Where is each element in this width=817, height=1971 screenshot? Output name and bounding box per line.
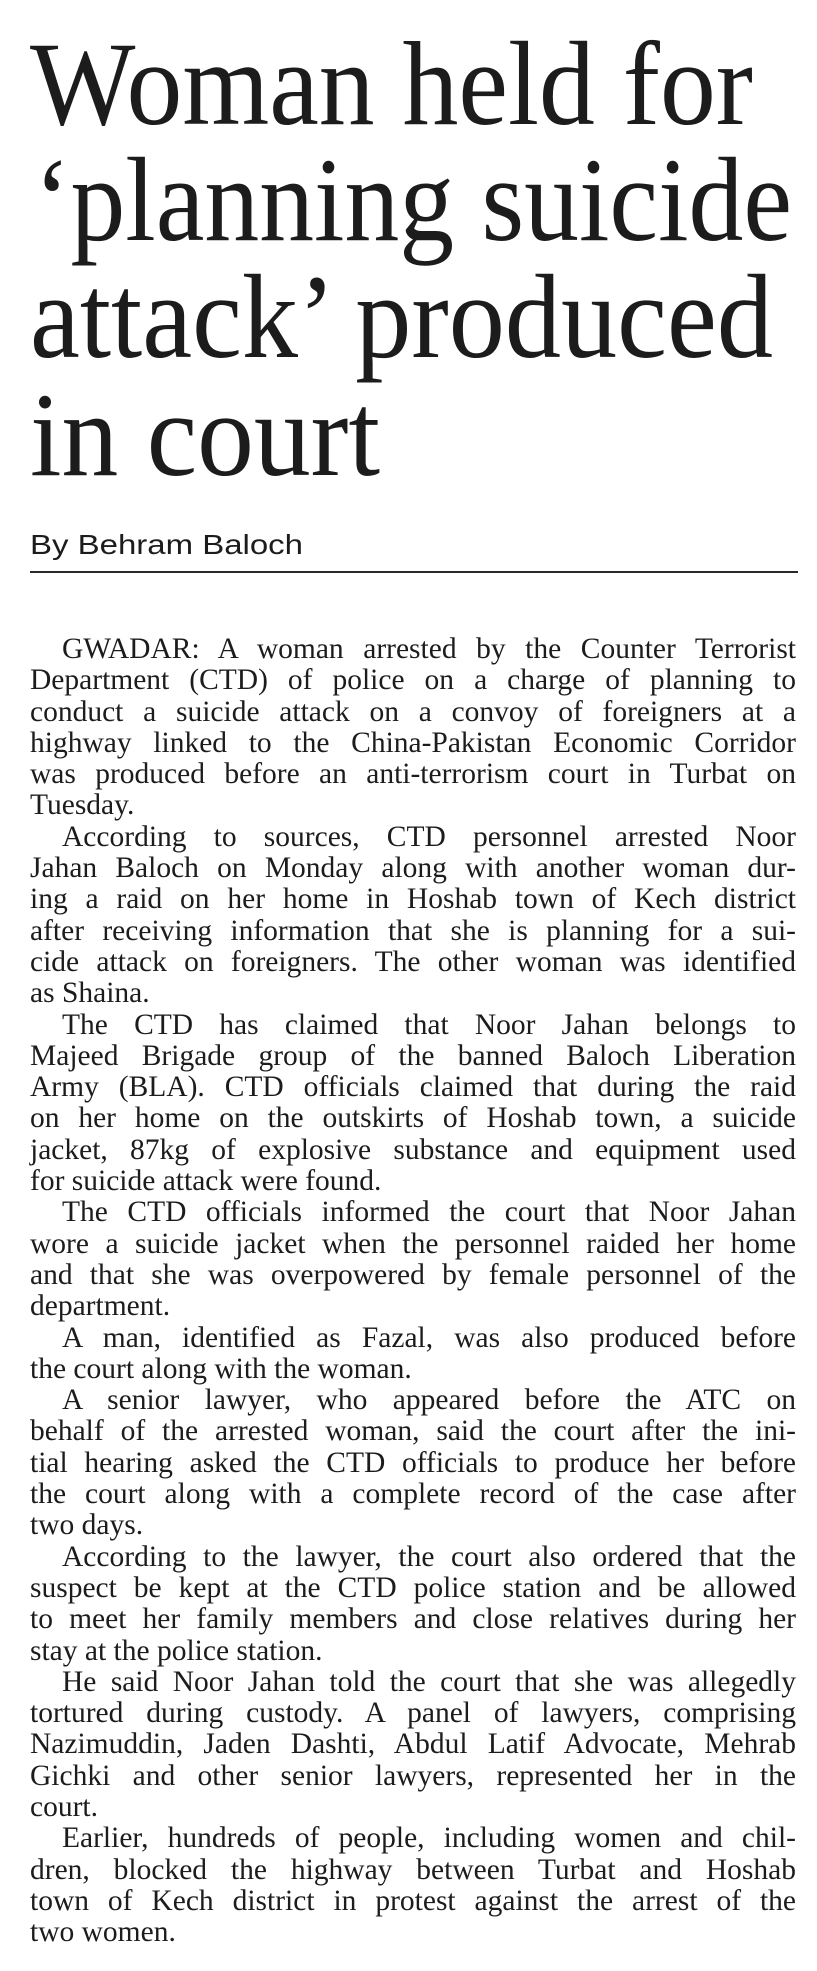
article-paragraph xyxy=(30,1323,796,1386)
article-paragraph xyxy=(30,1385,796,1541)
paragraph-line: According to the lawyer, the court also ordered that the xyxy=(62,1540,796,1573)
paragraph-line: town of Kech district in protest against the arrest of the xyxy=(30,1884,796,1917)
paragraph-line: two women. xyxy=(30,1916,176,1949)
paragraph-line: department. xyxy=(30,1290,171,1323)
paragraph-line: stay at the police station. xyxy=(30,1634,323,1667)
paragraph-line: GWADAR: A woman arrested by the Counter Terrorist xyxy=(62,633,796,665)
paragraph-line: A senior lawyer, who appeared before the ATC on xyxy=(62,1384,796,1417)
paragraph-line: The CTD officials informed the court that Noor Jahan xyxy=(62,1196,796,1229)
article-paragraph xyxy=(30,634,796,822)
paragraph-line: as Shaina. xyxy=(30,977,150,1010)
paragraph-line: and that she was overpowered by female personnel of the xyxy=(30,1258,796,1291)
paragraph-line: on her home on the outskirts of Hoshab town, a suicide xyxy=(30,1102,796,1135)
byline: By Behram Baloch xyxy=(30,529,303,560)
article-paragraph xyxy=(30,1197,796,1322)
paragraph-line: Nazimuddin, Jaden Dashti, Abdul Latif Advocate, Mehrab xyxy=(30,1728,796,1761)
byline-divider xyxy=(30,571,798,573)
paragraph-line: after receiving information that she is planning for a sui- xyxy=(30,914,796,947)
paragraph-line: tortured during custody. A panel of lawyers, comprising xyxy=(30,1697,796,1730)
paragraph-line: He said Noor Jahan told the court that she was allegedly xyxy=(62,1665,796,1698)
paragraph-line: Army (BLA). CTD officials claimed that during the raid xyxy=(30,1071,796,1104)
paragraph-line: Earlier, hundreds of people, including women and chil- xyxy=(62,1822,796,1855)
paragraph-line: court. xyxy=(30,1790,98,1823)
article-body xyxy=(30,634,796,1948)
paragraph-line: to meet her family members and close relatives during her xyxy=(30,1603,796,1636)
headline-line: Woman held for xyxy=(30,17,753,150)
headline-line: attack’ produced xyxy=(30,250,773,383)
paragraph-line: dren, blocked the highway between Turbat and Hoshab xyxy=(30,1853,796,1886)
paragraph-line: Majeed Brigade group of the banned Baloch Liberation xyxy=(30,1039,796,1072)
paragraph-line: tial hearing asked the CTD officials to produce her before xyxy=(30,1446,796,1479)
paragraph-line: Department (CTD) of police on a charge of planning to xyxy=(30,664,796,697)
paragraph-line: ing a raid on her home in Hoshab town of Kech district xyxy=(30,883,796,916)
headline-line: ‘planning suicide xyxy=(34,133,792,266)
paragraph-line: suspect be kept at the CTD police station and be allowed xyxy=(30,1571,796,1604)
paragraph-line: A man, identified as Fazal, was also produced before xyxy=(62,1321,796,1354)
paragraph-line: for suicide attack were found. xyxy=(30,1165,382,1198)
article-paragraph xyxy=(30,1667,796,1823)
paragraph-line: wore a suicide jacket when the personnel raided her home xyxy=(30,1227,796,1260)
paragraph-line: highway linked to the China-Pakistan Economic Corridor xyxy=(30,726,796,759)
paragraph-line: cide attack on foreigners. The other woman was identified xyxy=(30,945,796,978)
paragraph-line: The CTD has claimed that Noor Jahan belongs to xyxy=(62,1008,796,1041)
paragraph-line: Tuesday. xyxy=(30,789,135,822)
paragraph-line: conduct a suicide attack on a convoy of foreigners at a xyxy=(30,695,796,728)
article-paragraph xyxy=(30,822,796,1010)
paragraph-line: was produced before an anti-terrorism court in Turbat on xyxy=(30,758,796,791)
paragraph-line: Jahan Baloch on Monday along with another woman dur- xyxy=(30,852,796,885)
paragraph-line: two days. xyxy=(30,1509,144,1542)
headline-line: in court xyxy=(30,368,380,501)
paragraph-line: jacket, 87kg of explosive substance and equipment used xyxy=(30,1133,796,1166)
paragraph-line: the court along with the woman. xyxy=(30,1352,412,1385)
paragraph-line: According to sources, CTD personnel arrested Noor xyxy=(62,820,796,853)
article-paragraph xyxy=(30,1542,796,1667)
article-paragraph xyxy=(30,1010,796,1198)
article-paragraph xyxy=(30,1823,796,1948)
paragraph-line: Gichki and other senior lawyers, represented her in the xyxy=(30,1759,796,1792)
paragraph-line: behalf of the arrested woman, said the court after the ini- xyxy=(30,1415,796,1448)
paragraph-line: the court along with a complete record of the case after xyxy=(30,1478,796,1511)
